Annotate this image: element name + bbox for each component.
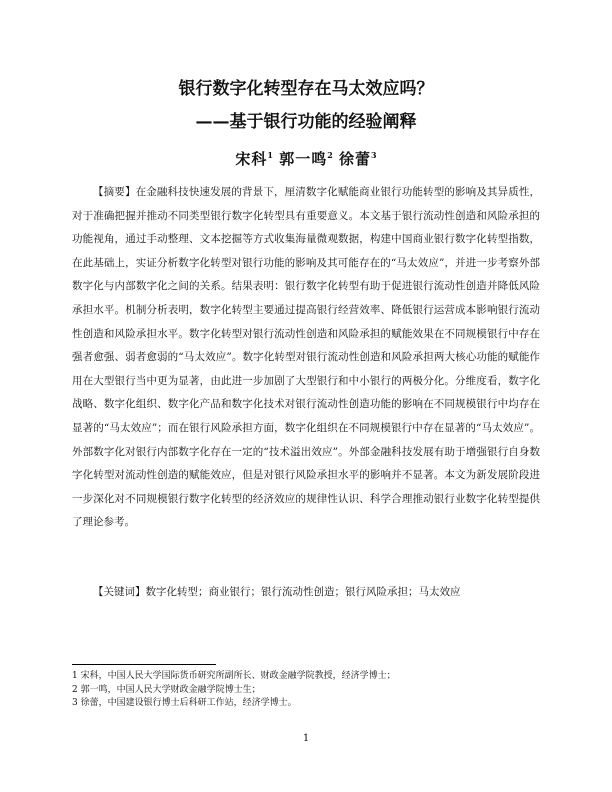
author-line — [0, 144, 612, 170]
author-name: 宋科 — [235, 150, 268, 168]
abstract — [72, 181, 540, 535]
abstract-text: 在金融科技快速发展的背景下，厘清数字化赋能商业银行功能转型的影响及其异质性，对于准确把握并推动不同类型银行数字化转型具有重要意义。本文基于银行流动性创造和风险承担的功能视角，通过手动整理、文本挖掘等方式收集海量微观数据，构建中国商业银行数字化转型指数，在此基础上，实证分析数字化转型对银行功能的影响及其可能存在的“马太效应”，并进一步考察外部数字化与内部数字化之间的关系。结果表明：银行数字化转型有助于促进银行流动性创造并降低风险承担水平。机制分析表明，数字化转型主要通过提高银行经营效率、降低银行运营成本影响银行流动性创造和风险承担水平。数字化转型对银行流动性创造和风险承担的赋能效果在不同规模银行中存在强者愈强、弱者愈弱的“马太效应”。数字化转型对银行流动性创造和风险承担两大核心功能的赋能作用在大型银行当中更为显著，由此进一步加剧了大型银行和中小银行的两极分化。分维度看，数字化战略、数字化组织、数字化产品和数字化技术对银行流动性创造功能的影响在不同规模银行中均存在显著的“马太效应”；而在银行风险承担方面，数字化组织在不同规模银行中存在显著的“马太效应”。外部数字化对银行内部数字化存在一定的“技术溢出效应”。外部金融科技发展有助于增强银行自身数字化转型对流动性创造的赋能效应，但是对银行风险承担水平的影响并不显著。本文为新发展阶段进一步深化对不同规模银行数字化转型的经济效应的规律性认识、科学合理推动银行业数字化转型提供了理论参考。 — [72, 186, 541, 529]
author-footnote-mark: 3 — [371, 150, 377, 160]
keywords-text: 数字化转型；商业银行；银行流动性创造；银行风险承担；马太效应 — [145, 586, 461, 598]
footnote: 1 宋科，中国人民大学国际货币研究所副所长、财政金融学院教授，经济学博士； — [72, 671, 396, 681]
abstract-label: 【摘要】 — [93, 186, 136, 198]
footnotes — [72, 670, 540, 711]
footnote: 3 徐蕾，中国建设银行博士后科研工作站，经济学博士。 — [72, 698, 297, 708]
author-footnote-mark: 2 — [327, 150, 333, 160]
author-name: 徐蕾 — [339, 150, 372, 168]
paper-title: 银行数字化转型存在马太效应吗？ — [178, 79, 434, 99]
keywords — [72, 582, 540, 602]
author-name: 郭一鸣 — [279, 150, 328, 168]
footnote: 2 郭一鸣，中国人民大学财政金融学院博士生； — [72, 684, 261, 695]
author-footnote-mark: 1 — [267, 150, 273, 160]
footnote-divider — [72, 664, 216, 665]
keywords-label: 【关键词】 — [93, 586, 146, 598]
page-number: 1 — [302, 733, 310, 744]
paper-subtitle: ——基于银行功能的经验阐释 — [195, 112, 417, 132]
title-block — [0, 76, 612, 170]
